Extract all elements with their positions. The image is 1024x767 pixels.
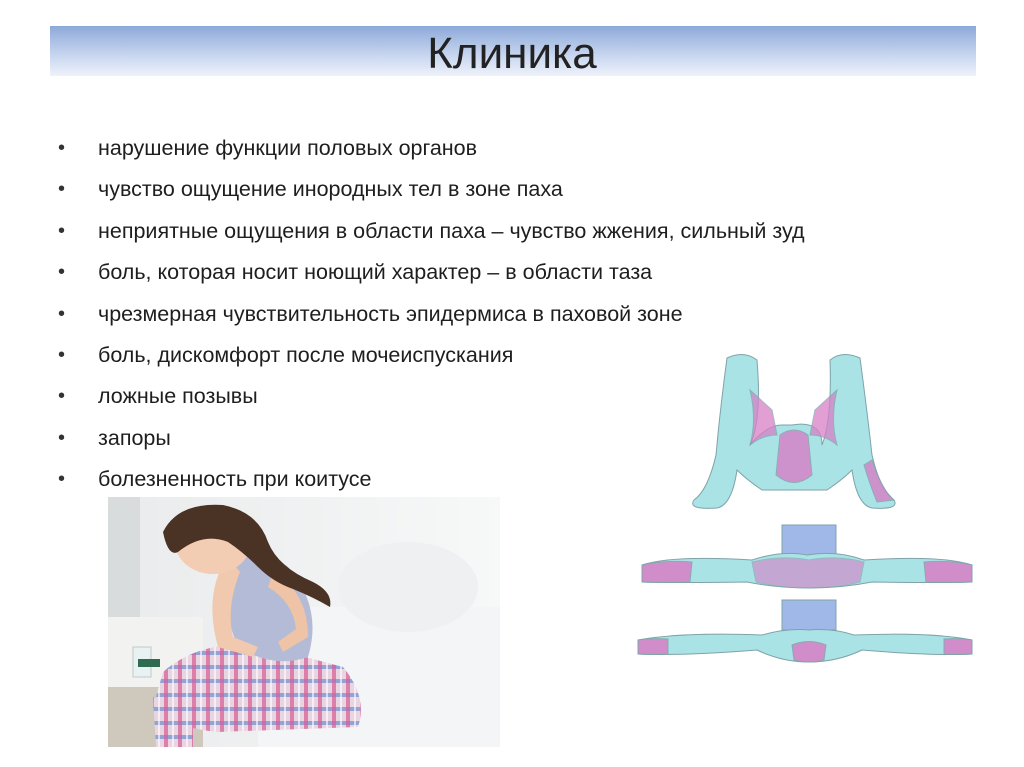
bullet-text: запоры: [98, 425, 171, 450]
bullet-item: [58, 254, 978, 295]
bullet-text: неприятные ощущения в области паха – чувство жжения, сильный зуд: [98, 218, 805, 243]
bullet-text: чрезмерная чувствительность эпидермиса в паховой зоне: [98, 301, 683, 326]
bullet-dot: •: [58, 426, 66, 449]
bullet-text: чувство ощущение инородных тел в зоне паха: [98, 177, 563, 202]
bullet-dot: •: [58, 137, 66, 159]
bullet-dot: •: [58, 178, 66, 201]
dermatome-diagram: [632, 350, 978, 668]
bullet-dot: •: [58, 385, 66, 408]
bullet-text: нарушение функции половых органов: [98, 136, 478, 160]
bullet-text: боль, дискомфорт после мочеиспускания: [98, 342, 514, 367]
bullet-dot: •: [58, 261, 66, 284]
bullet-dot: •: [58, 219, 66, 242]
bullet-item: [58, 296, 978, 337]
slide-title: Клиника: [427, 29, 597, 78]
woman-in-pain-photo: [108, 497, 500, 747]
bullet-item: [58, 130, 978, 171]
bullet-dot: •: [58, 343, 66, 366]
bullet-dot: •: [58, 468, 66, 491]
bullet-text: болезненность при коитусе: [98, 467, 372, 492]
bullet-item: [58, 171, 978, 212]
bullet-text: боль, которая носит ноющий характер – в области таза: [98, 260, 653, 285]
bullet-item: [58, 213, 978, 254]
bullet-text: ложные позывы: [98, 384, 258, 409]
bullet-dot: •: [58, 302, 66, 325]
